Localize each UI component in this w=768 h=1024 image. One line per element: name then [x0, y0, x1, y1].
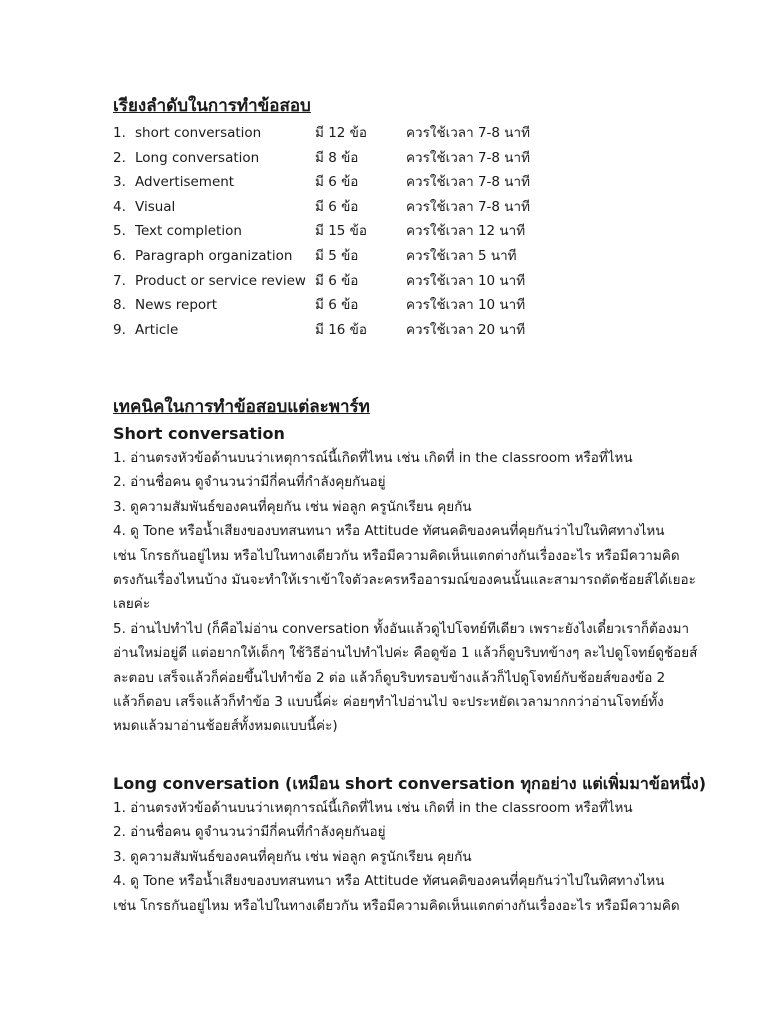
paragraph-line: 5. อ่านไปทำไป (ก็คือไม่อ่าน conversation ทั้งอันแล้วดูไปโจทย์ทีเดียว เพราะยังไงเดี๋ยวเราก็ต้องมา [113, 620, 690, 637]
item-time: ควรใช้เวลา 10 นาที [406, 297, 526, 314]
item-question-count: มี 6 ข้อ [315, 297, 359, 314]
long-conversation-body [113, 796, 713, 918]
paragraph-line: 3. ดูความสัมพันธ์ของคนที่คุยกัน เช่น พ่อลูก ครูนักเรียน คุยกัน [113, 848, 472, 865]
item-time: ควรใช้เวลา 7-8 นาที [406, 174, 531, 191]
exam-order-list-wrap [113, 121, 713, 342]
item-question-count: มี 6 ข้อ [315, 174, 359, 191]
paragraph-line: เช่น โกรธกันอยู่ไหม หรือไปในทางเดียวกัน หรือมีความคิดเห็นแตกต่างกันเรื่องอะไร หรือมีความคิด [113, 897, 680, 914]
order-list-item [113, 170, 713, 195]
item-part-name: News report [135, 297, 218, 314]
paragraph-line: 1. อ่านตรงหัวข้อด้านบนว่าเหตุการณ์นี้เกิดที่ไหน เช่น เกิดที่ in the classroom หรือที่ไหน [113, 450, 633, 466]
item-part-name: Advertisement [135, 174, 235, 191]
item-time: ควรใช้เวลา 5 นาที [406, 247, 517, 264]
item-time: ควรใช้เวลา 10 นาที [406, 272, 526, 289]
paragraph-line: ละตอบ เสร็จแล้วก็ค่อยขึ้นไปทำข้อ 2 ต่อ แล้วก็ดูบริบทรอบข้างแล้วก็ไปดูโจทย์กับช้อยส์ของข้อ 2 [113, 669, 666, 686]
paragraph-line: 2. อ่านชื่อคน ดูจำนวนว่ามีกี่คนที่กำลังคุยกันอยู่ [113, 824, 386, 841]
section-technique-heading [113, 395, 713, 419]
order-list-item [113, 195, 713, 220]
item-number: 6. [113, 247, 126, 264]
item-number: 7. [113, 272, 126, 289]
item-part-name: Visual [135, 198, 176, 215]
technique-heading: เทคนิคในการทำข้อสอบแต่ละพาร์ท [113, 397, 370, 417]
short-conversation-heading: Short conversation [113, 424, 285, 443]
item-number: 1. [113, 125, 126, 141]
item-time: ควรใช้เวลา 7-8 นาที [406, 125, 531, 141]
item-number: 4. [113, 198, 126, 215]
item-time: ควรใช้เวลา 7-8 นาที [406, 149, 531, 166]
order-list-item [113, 219, 713, 244]
paragraph-line: อ่านใหม่อยู่ดี แต่อยากให้เด็กๆ ใช้วิธีอ่านไปทำไปค่ะ คือดูข้อ 1 แล้วก็ดูบริบทข้างๆ ละไปดูโจทย์ดูช้อยส์ [113, 645, 698, 662]
paragraph-line: 3. ดูความสัมพันธ์ของคนที่คุยกัน เช่น พ่อลูก ครูนักเรียน คุยกัน [113, 498, 472, 515]
item-question-count: มี 15 ข้อ [315, 223, 367, 240]
long-conversation-section [113, 772, 713, 918]
long-conversation-heading: Long conversation (เหมือน short conversation ทุกอย่าง แต่เพิ่มมาข้อหนึ่ง) [113, 774, 707, 793]
item-part-name: Paragraph organization [135, 247, 293, 264]
item-question-count: มี 12 ข้อ [315, 125, 367, 141]
item-number: 9. [113, 321, 126, 338]
order-list-item [113, 121, 713, 146]
paragraph-line: 4. ดู Tone หรือน้ำเสียงของบทสนทนา หรือ Attitude ทัศนคติของคนที่คุยกันว่าไปในทิศทางไหน [113, 523, 665, 540]
order-list-item [113, 293, 713, 318]
item-part-name: Text completion [135, 223, 242, 240]
item-question-count: มี 8 ข้อ [315, 149, 359, 166]
item-question-count: มี 6 ข้อ [315, 272, 359, 289]
paragraph-line: หมดแล้วมาอ่านช้อยส์ทั้งหมดแบบนี้ค่ะ) [113, 718, 338, 735]
item-number: 5. [113, 223, 126, 240]
item-time: ควรใช้เวลา 12 นาที [406, 223, 526, 240]
item-part-name: Long conversation [135, 149, 260, 166]
paragraph-line: แล้วก็ตอบ เสร็จแล้วก็ทำข้อ 3 แบบนี้ค่ะ ค่อยๆทำไปอ่านไป จะประหยัดเวลามากกว่าอ่านโจทย์ทั้ง [113, 694, 664, 711]
item-number: 2. [113, 149, 126, 166]
item-number: 8. [113, 297, 126, 314]
section-order-heading [113, 94, 713, 118]
paragraph-line: เช่น โกรธกันอยู่ไหม หรือไปในทางเดียวกัน หรือมีความคิดเห็นแตกต่างกันเรื่องอะไร หรือมีความคิด [113, 547, 680, 564]
item-question-count: มี 16 ข้อ [315, 321, 367, 338]
order-list-item [113, 244, 713, 269]
item-question-count: มี 5 ข้อ [315, 247, 359, 264]
exam-order-list [113, 121, 713, 342]
paragraph-line: 1. อ่านตรงหัวข้อด้านบนว่าเหตุการณ์นี้เกิดที่ไหน เช่น เกิดที่ in the classroom หรือที่ไหน [113, 800, 633, 816]
order-list-item [113, 146, 713, 171]
short-conversation-section [113, 422, 713, 739]
item-part-name: Article [135, 321, 179, 338]
order-list-item [113, 269, 713, 294]
item-number: 3. [113, 174, 126, 191]
paragraph-line: 2. อ่านชื่อคน ดูจำนวนว่ามีกี่คนที่กำลังคุยกันอยู่ [113, 474, 386, 491]
item-part-name: short conversation [135, 125, 262, 141]
item-part-name: Product or service review [135, 272, 306, 289]
item-time: ควรใช้เวลา 7-8 นาที [406, 198, 531, 215]
item-time: ควรใช้เวลา 20 นาที [406, 321, 526, 338]
order-heading: เรียงลำดับในการทำข้อสอบ [113, 96, 311, 116]
paragraph-line: ตรงกันเรื่องไหนบ้าง มันจะทำให้เราเข้าใจตัวละครหรืออารมณ์ของคนนั้นและสามารถตัดช้อยส์ได้เยอะ [113, 572, 696, 589]
item-question-count: มี 6 ข้อ [315, 198, 359, 215]
paragraph-line: 4. ดู Tone หรือน้ำเสียงของบทสนทนา หรือ Attitude ทัศนคติของคนที่คุยกันว่าไปในทิศทางไหน [113, 873, 665, 890]
paragraph-line: เลยค่ะ [113, 596, 151, 613]
short-conversation-body [113, 446, 713, 739]
order-list-item [113, 318, 713, 343]
